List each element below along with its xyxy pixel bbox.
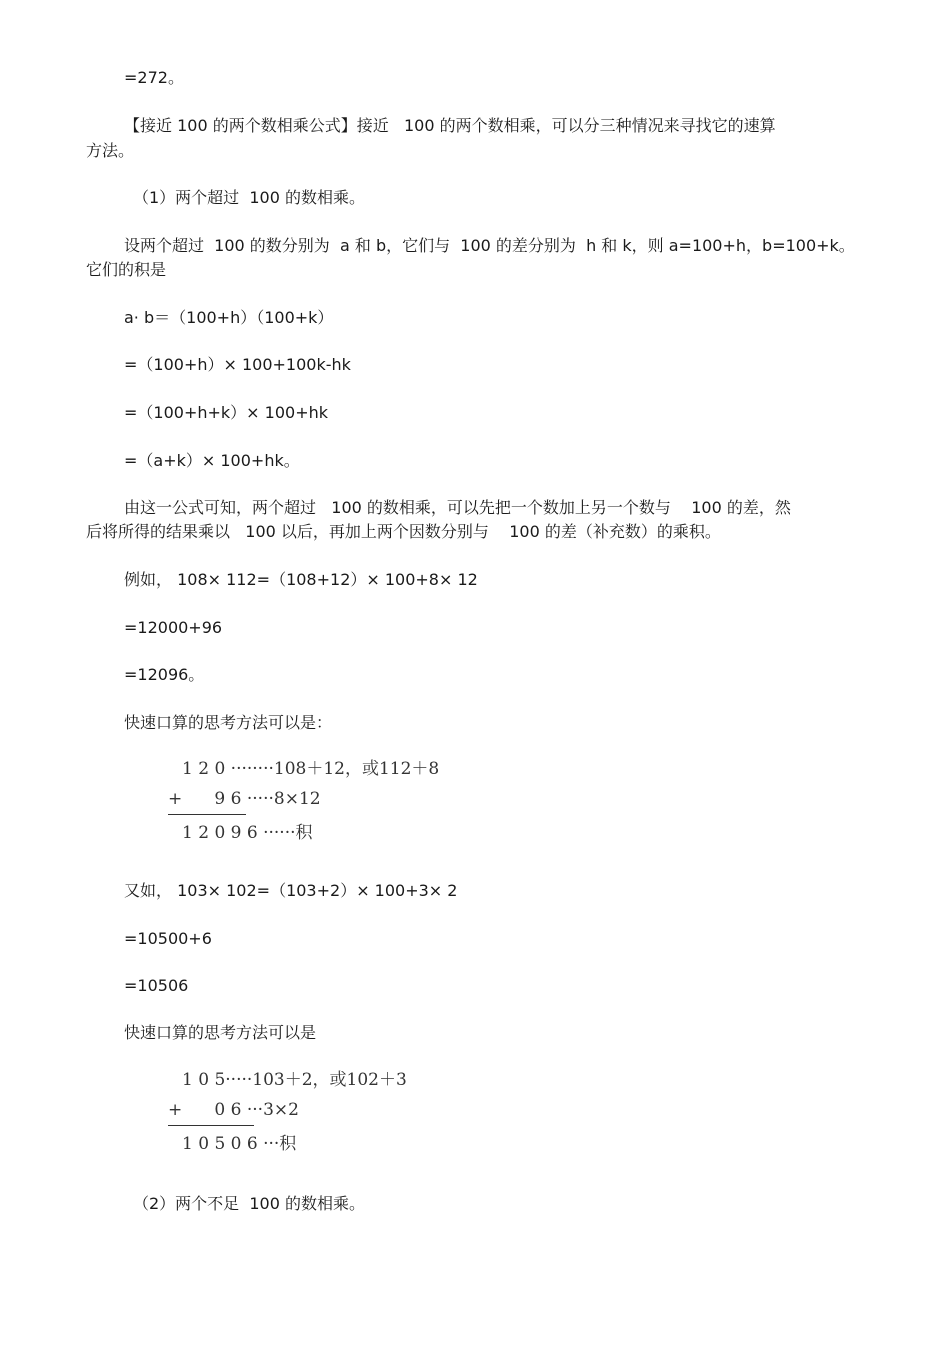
calc1-divider bbox=[168, 814, 246, 815]
line-272: =272。 bbox=[124, 68, 184, 87]
example-2-line-3: =10506 bbox=[124, 976, 189, 995]
section-heading-2: （2）两个不足 100 的数相乘。 bbox=[133, 1194, 365, 1213]
paragraph-intro-line2: 方法。 bbox=[86, 141, 135, 160]
example-1-line-3: =12096。 bbox=[124, 665, 205, 684]
formula-line-1: a· b＝（100+h）（100+k） bbox=[124, 308, 334, 327]
paragraph-define-line1: 设两个超过 100 的数分别为 a 和 b，它们与 100 的差分别为 h 和 k，则 a=100+h，b=100+k。 bbox=[124, 236, 855, 255]
quick-method-label-2: 快速口算的思考方法可以是 bbox=[124, 1023, 317, 1042]
calc2-row-2: 0 6 ···3×2 bbox=[182, 1100, 299, 1120]
calc1-row-1: 1 2 0 ········108＋12，或112＋8 bbox=[182, 759, 440, 779]
paragraph-define-line2: 它们的积是 bbox=[86, 260, 167, 279]
formula-line-4: =（a+k）× 100+hk。 bbox=[124, 451, 300, 470]
example-2-line-1: 又如， 103× 102=（103+2）× 100+3× 2 bbox=[124, 881, 458, 900]
section-heading-1: （1）两个超过 100 的数相乘。 bbox=[133, 188, 365, 207]
calc2-divider bbox=[168, 1125, 254, 1126]
formula-line-3: =（100+h+k）× 100+hk bbox=[124, 403, 329, 422]
example-1-line-2: =12000+96 bbox=[124, 618, 223, 637]
formula-line-2: =（100+h）× 100+100k-hk bbox=[124, 355, 351, 374]
paragraph-intro-line1: 【接近 100 的两个数相乘公式】接近 100 的两个数相乘，可以分三种情况来寻找它的速算 bbox=[124, 116, 776, 135]
calc1-row-2: 9 6 ·····8×12 bbox=[182, 789, 321, 809]
calc2-row-1: 1 0 5·····103＋2，或102＋3 bbox=[182, 1070, 407, 1090]
paragraph-explain-line1: 由这一公式可知，两个超过 100 的数相乘，可以先把一个数加上另一个数与 100 的差，然 bbox=[124, 498, 791, 517]
calc2-row-3: 1 0 5 0 6 ···积 bbox=[182, 1134, 297, 1154]
example-2-line-2: =10500+6 bbox=[124, 929, 212, 948]
paragraph-explain-line2: 后将所得的结果乘以 100 以后，再加上两个因数分别与 100 的差（补充数）的乘积。 bbox=[86, 522, 721, 541]
quick-method-label-1: 快速口算的思考方法可以是： bbox=[124, 713, 333, 732]
example-1-line-1: 例如， 108× 112=（108+12）× 100+8× 12 bbox=[124, 570, 478, 589]
calc2-plus-sign: + bbox=[168, 1100, 183, 1120]
calc1-plus-sign: + bbox=[168, 789, 183, 809]
calc1-row-3: 1 2 0 9 6 ······积 bbox=[182, 823, 313, 843]
